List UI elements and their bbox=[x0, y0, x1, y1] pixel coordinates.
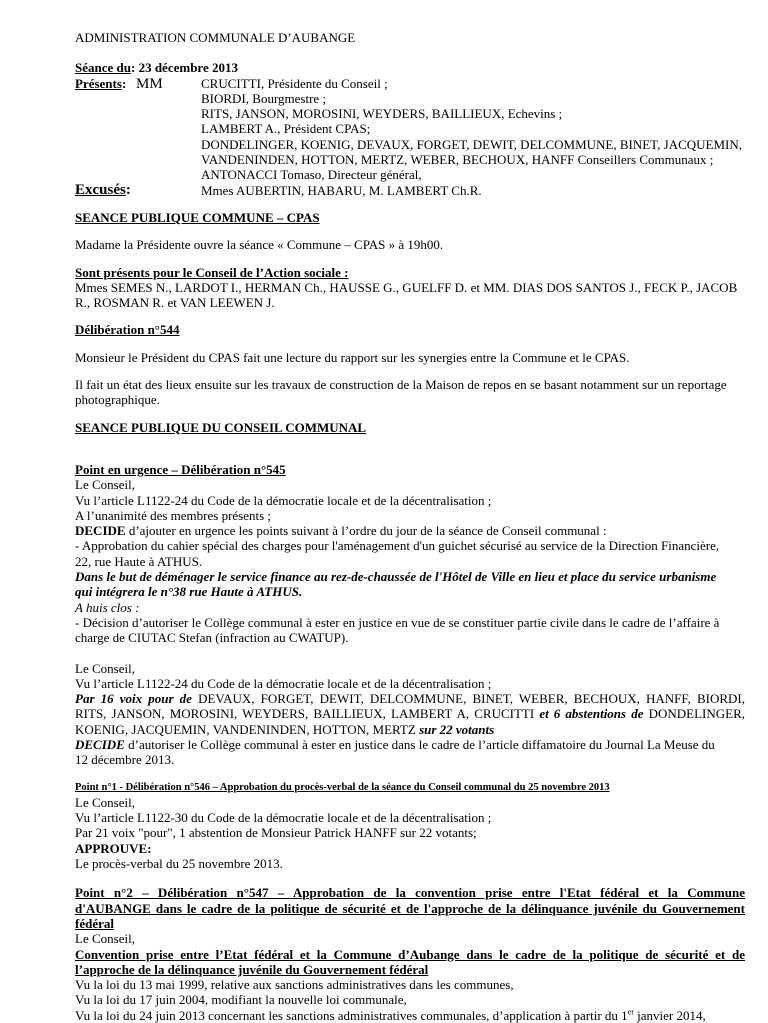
presents-block: Présents: MM CRUCITTI, Présidente du Conseil ; BIORDI, Bourgmestre ; RITS, JANSON, MOROSINI, WEYDERS, BAILLIEUX, Echevins ; LAMBERT A., Président CPAS; DONDELINGER, KOENIG, DEVAUX, FORGET, DEWIT, DELCOMMUNE, BINET, JACQUEMIN, VANDENINDEN, HOTTON, MERTZ, WEBER, BECHOUX, HANFF Conseillers Communaux ; ANTONACCI Tomaso, Directeur général, bbox=[75, 75, 743, 183]
decide-line: DECIDE d’autoriser le Collège communal à ester en justice dans le cadre de l’article diffamatoire du Journal La Meuse du bbox=[75, 736, 715, 752]
text-line: charge de CIUTAC Stefan (infraction au CWATUP). bbox=[75, 630, 349, 646]
text-line: Le Conseil, bbox=[75, 794, 135, 810]
seance-label: Séance du bbox=[75, 60, 131, 76]
approuve-label: APPROUVE: bbox=[75, 840, 152, 856]
presents-line: CRUCITTI, Présidente du Conseil ; bbox=[201, 75, 388, 91]
note-line: Dans le but de déménager le service finance au rez-de-chaussée de l'Hôtel de Ville en lieu et place du service urbanisme bbox=[75, 569, 717, 585]
cpas-opening: Madame la Présidente ouvre la séance « Commune – CPAS » à 19h00. bbox=[75, 237, 444, 253]
cpas-members-line: R., ROSMAN R. et VAN LEEWEN J. bbox=[75, 295, 275, 311]
presents-label: Présents bbox=[75, 75, 122, 91]
presents-line: RITS, JANSON, MOROSINI, WEYDERS, BAILLIEUX, Echevins ; bbox=[201, 106, 563, 122]
cpas-members-line: Mmes SEMES N., LARDOT I., HERMAN Ch., HAUSSE G., GUELFF D. et MM. DIAS DOS SANTOS J., FECK P., JACOB bbox=[75, 279, 738, 295]
vote-line: KOENIG, JACQUEMIN, VANDENINDEN, HOTTON, MERTZ sur 22 votants bbox=[75, 721, 495, 737]
seance-date-line: Séance du: 23 décembre 2013 bbox=[75, 60, 238, 76]
huis-clos-label: A huis clos : bbox=[75, 599, 140, 615]
text-line: Vu la loi du 13 mai 1999, relative aux sanctions administratives dans les communes, bbox=[75, 977, 514, 993]
text-line: - Décision d’autoriser le Collège communal à ester en justice en vue de se constituer partie civile dans le cadre de l’affaire à bbox=[75, 614, 720, 630]
text-line: Le Conseil, bbox=[75, 477, 135, 493]
presents-list bbox=[201, 76, 742, 183]
header-title: ADMINISTRATION COMMUNALE D’AUBANGE bbox=[75, 30, 356, 45]
text-line: 12 décembre 2013. bbox=[75, 752, 175, 768]
text-line: Vu l’article L1122-24 du Code de la démocratie locale et de la décentralisation ; bbox=[75, 492, 492, 508]
text-line: Le Conseil, bbox=[75, 931, 135, 947]
section-title-cpas: SEANCE PUBLIQUE COMMUNE – CPAS bbox=[75, 209, 320, 225]
point2-title: Point n°2 – Délibération n°547 – Approbation de la convention prise entre l'Etat fédéral et la Commune bbox=[75, 885, 745, 901]
d545-title: Point en urgence – Délibération n°545 bbox=[75, 461, 286, 477]
presents-line: BIORDI, Bourgmestre ; bbox=[201, 90, 327, 106]
convention-title-end: l’approche de la délinquance juvénile du Gouvernement fédéral bbox=[75, 961, 429, 977]
seance-date: 23 décembre 2013 bbox=[138, 60, 238, 76]
vote-line: RITS, JANSON, MOROSINI, WEYDERS, BAILLIEUX, LAMBERT A, CRUCITTI et 6 abstentions de DONDELINGER, bbox=[75, 706, 745, 722]
note-line: qui intégrera le n°38 rue Haute à ATHUS. bbox=[75, 584, 303, 600]
point2-title-end: fédéral bbox=[75, 915, 114, 931]
text-line: Le Conseil, bbox=[75, 660, 135, 676]
text-line: 22, rue Haute à ATHUS. bbox=[75, 553, 203, 569]
d544-paragraph: Il fait un état des lieux ensuite sur les travaux de construction de la Maison de repos en se basant notamment sur un reportage bbox=[75, 377, 727, 393]
document-page bbox=[75, 30, 745, 1023]
excuses-label: Excusés bbox=[75, 181, 126, 198]
presents-line: VANDENINDEN, HOTTON, MERTZ, WEBER, BECHOUX, HANFF Conseillers Communaux ; bbox=[201, 152, 714, 168]
d544-paragraph: Monsieur le Président du CPAS fait une lecture du rapport sur les synergies entre la Commune et le CPAS. bbox=[75, 349, 630, 365]
d544-paragraph-end: photographique. bbox=[75, 392, 160, 408]
point2-title: d'AUBANGE dans le cadre de la politique de sécurité et de l'approche de la délinquance juvénile du Gouvernement bbox=[75, 900, 745, 916]
vote-line: Par 16 voix pour de DEVAUX, FORGET, DEWIT, DELCOMMUNE, BINET, WEBER, BECHOUX, HANFF, BIORDI, bbox=[75, 691, 745, 707]
convention-title: Convention prise entre l’Etat fédéral et la Commune d’Aubange dans le cadre de la politique de sécurité et de bbox=[75, 946, 745, 962]
text-line: Par 21 voix "pour", 1 abstention de Monsieur Patrick HANFF sur 22 votants; bbox=[75, 825, 477, 841]
point1-title: Point n°1 - Délibération n°546 – Approbation du procès-verbal de la séance du Conseil communal du 25 novembre 2013 bbox=[75, 781, 610, 793]
cpas-members-title: Sont présents pour le Conseil de l’Action sociale : bbox=[75, 264, 349, 280]
presents-line: LAMBERT A., Président CPAS; bbox=[201, 121, 371, 137]
presents-mm: MM bbox=[136, 75, 163, 92]
presents-line: ANTONACCI Tomaso, Directeur général, bbox=[201, 167, 422, 183]
text-line: Vu la loi du 17 juin 2004, modifiant la nouvelle loi communale, bbox=[75, 992, 407, 1008]
text-line: Vu la loi du 24 juin 2013 concernant les sanctions administratives communales, d’application à partir du 1er janvier 2014, bbox=[75, 1007, 706, 1023]
text-line: A l’unanimité des membres présents ; bbox=[75, 507, 272, 523]
text-line: Vu l’article L1122-30 du Code de la démocratie locale et de la décentralisation ; bbox=[75, 810, 492, 826]
text-line: Le procès-verbal du 25 novembre 2013. bbox=[75, 856, 283, 872]
excuses-text: Mmes AUBERTIN, HABARU, M. LAMBERT Ch.R. bbox=[201, 182, 482, 198]
excuses-block: Excusés: Mmes AUBERTIN, HABARU, M. LAMBERT Ch.R. bbox=[75, 181, 482, 198]
text-line: - Approbation du cahier spécial des charges pour l'aménagement d'un guichet sécurisé au service de la Direction Financière, bbox=[75, 538, 720, 554]
presents-line: DONDELINGER, KOENIG, DEVAUX, FORGET, DEWIT, DELCOMMUNE, BINET, JACQUEMIN, bbox=[201, 136, 743, 152]
section-title-conseil: SEANCE PUBLIQUE DU CONSEIL COMMUNAL bbox=[75, 419, 367, 435]
text-line: Vu l’article L1122-24 du Code de la démocratie locale et de la décentralisation ; bbox=[75, 675, 492, 691]
decide-line: DECIDE d’ajouter en urgence les points suivant à l’ordre du jour de la séance de Conseil communal : bbox=[75, 523, 607, 539]
d544-title: Délibération n°544 bbox=[75, 322, 180, 338]
